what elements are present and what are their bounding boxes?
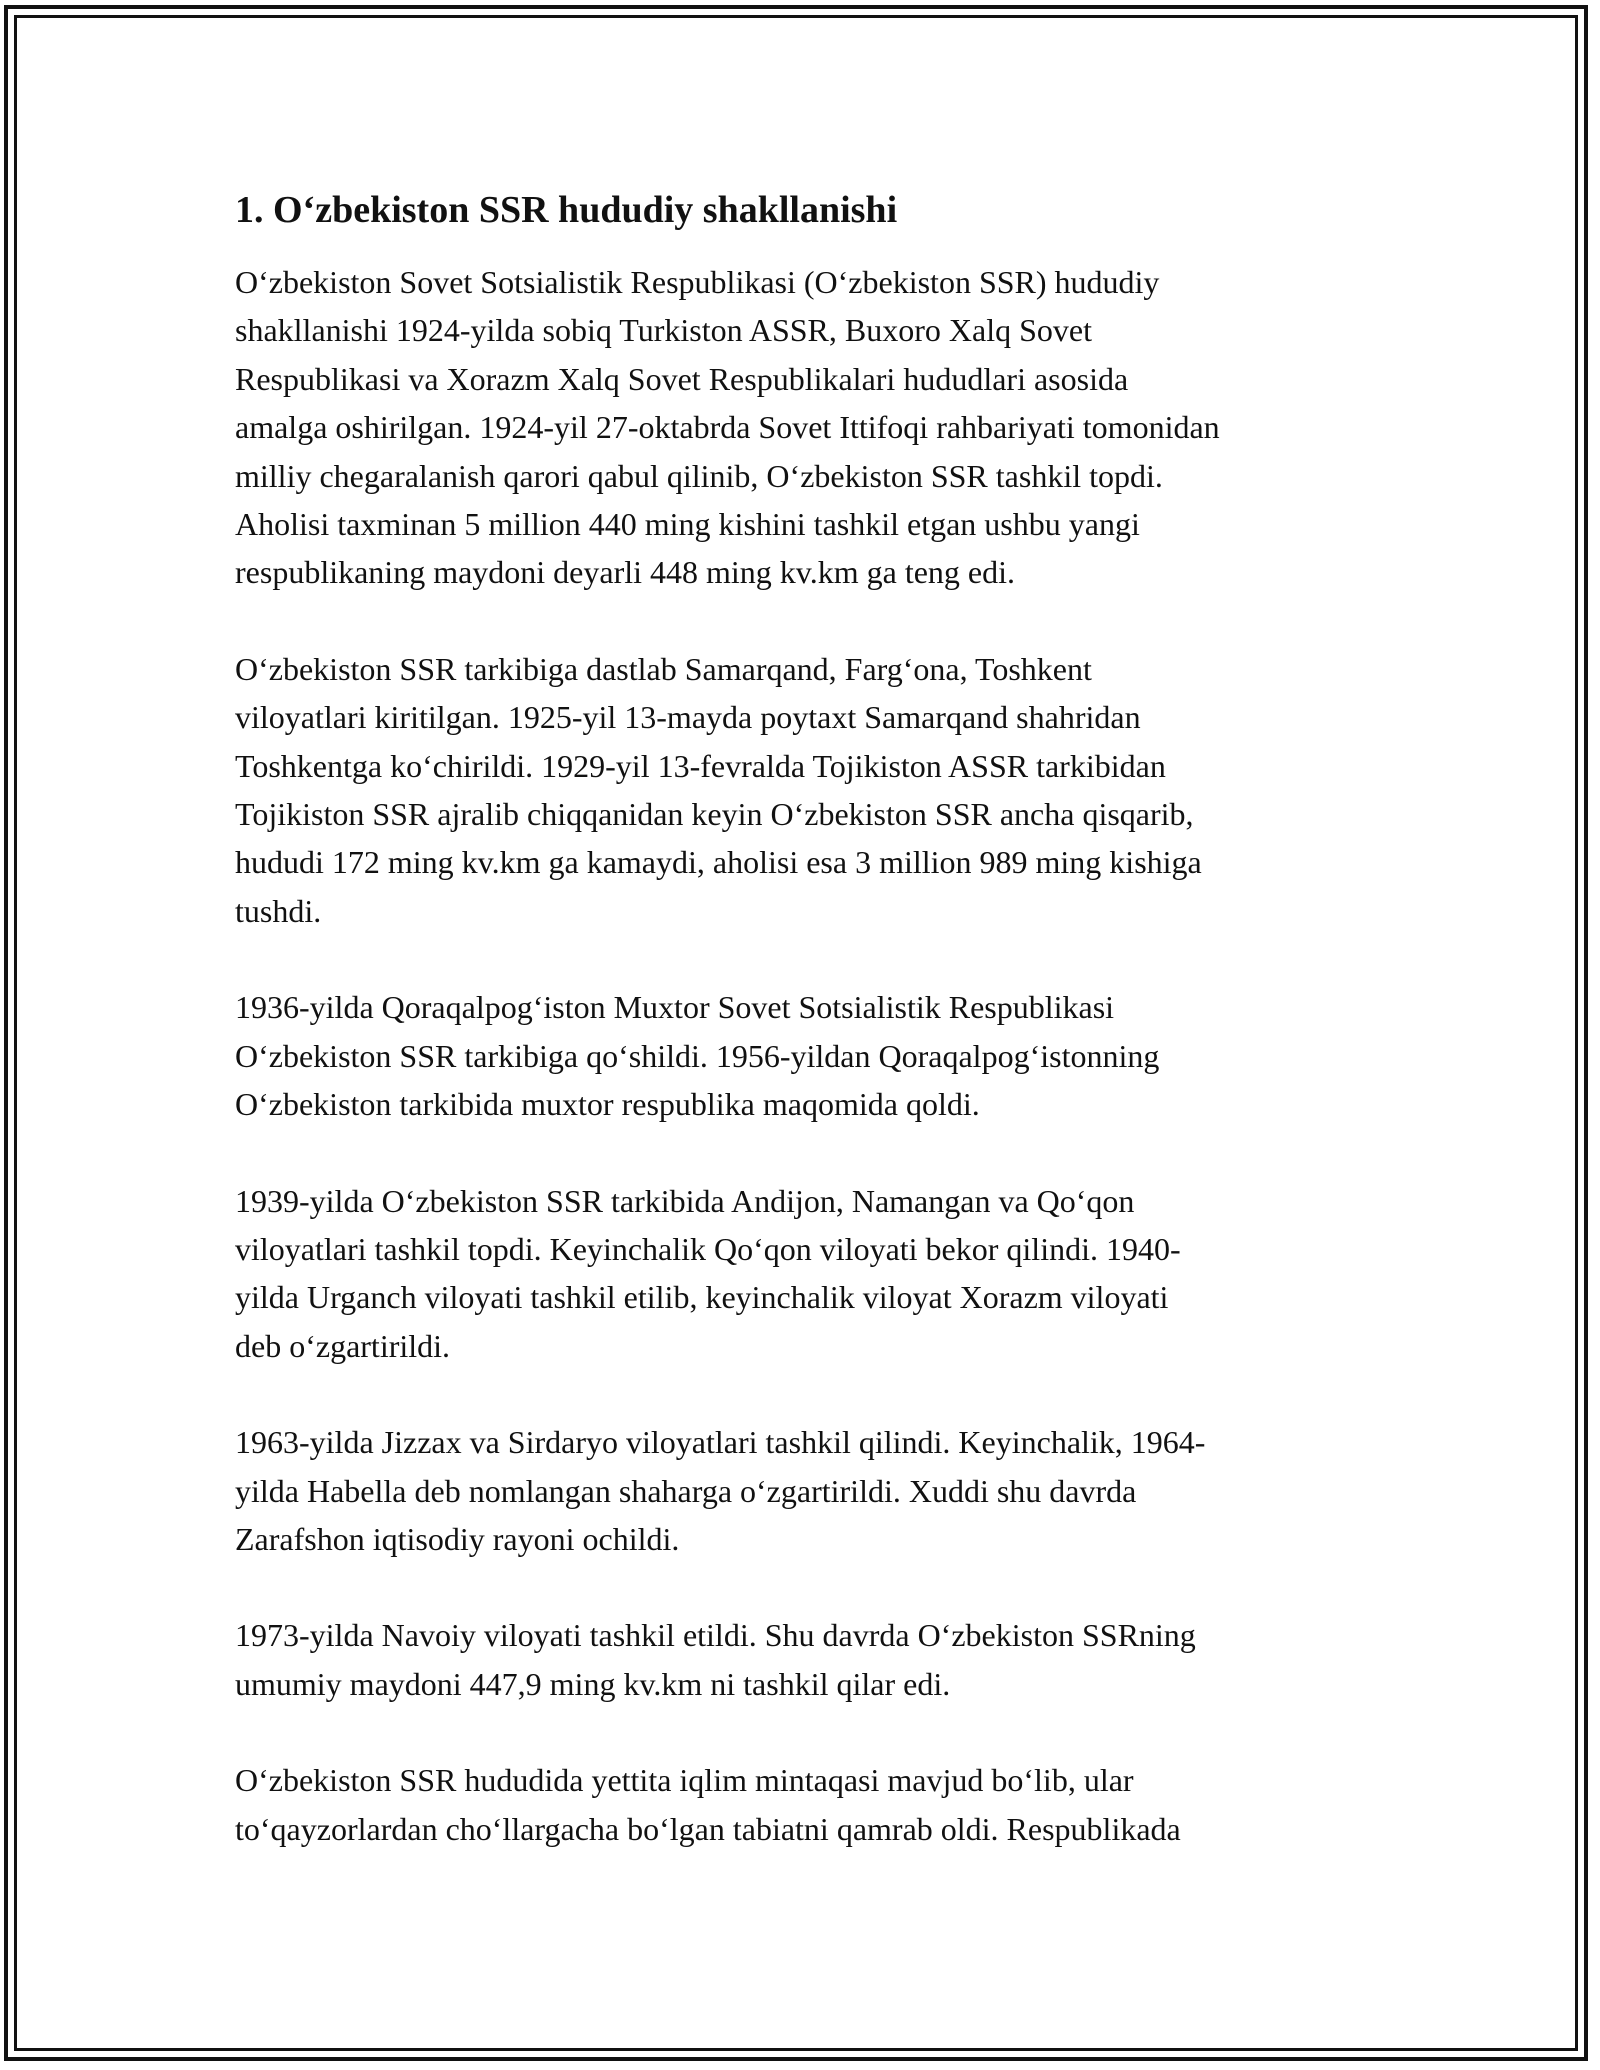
text-line: O‘zbekiston SSR tarkibiga qo‘shildi. 1956-yildan Qoraqalpog‘istonning [235, 1037, 1160, 1074]
paragraph-6 [235, 1611, 1385, 1708]
paragraph-7 [235, 1756, 1385, 1853]
paragraph-4 [235, 1177, 1385, 1371]
text-line: deb o‘zgartirildi. [235, 1327, 451, 1364]
section-heading: 1. O‘zbekiston SSR hududiy shakllanishi [235, 189, 898, 231]
paragraph-1 [235, 258, 1385, 597]
text-line: O‘zbekiston SSR hududida yettita iqlim mintaqasi mavjud bo‘lib, ular [235, 1762, 1134, 1799]
text-line: Tojikiston SSR ajralib chiqqanidan keyin O‘zbekiston SSR ancha qisqarib, [235, 796, 1194, 833]
text-line: yilda Habella deb nomlangan shaharga o‘zgartirildi. Xuddi shu davrda [235, 1472, 1137, 1509]
text-line: O‘zbekiston Sovet Sotsialistik Respublikasi (O‘zbekiston SSR) hududiy [235, 264, 1160, 300]
text-line: O‘zbekiston tarkibida muxtor respublika maqomida qoldi. [235, 1086, 980, 1123]
text-line: Toshkentga ko‘chirildi. 1929-yil 13-fevralda Tojikiston ASSR tarkibidan [235, 747, 1166, 784]
text-line: yilda Urganch viloyati tashkil etilib, keyinchalik viloyat Xorazm viloyati [235, 1279, 1169, 1316]
text-line: viloyatlari kiritilgan. 1925-yil 13-mayda poytaxt Samarqand shahridan [235, 699, 1141, 736]
text-line: 1939-yilda O‘zbekiston SSR tarkibida Andijon, Namangan va Qo‘qon [235, 1182, 1135, 1219]
text-line: tushdi. [235, 892, 322, 929]
text-line: viloyatlari tashkil topdi. Keyinchalik Qo‘qon viloyati bekor qilindi. 1940- [235, 1230, 1181, 1267]
paragraph-5 [235, 1418, 1385, 1563]
paragraph-3 [235, 983, 1385, 1128]
text-line: amalga oshirilgan. 1924-yil 27-oktabrda Sovet Ittifoqi rahbariyati tomonidan [235, 409, 1220, 446]
text-line: umumiy maydoni 447,9 ming kv.km ni tashkil qilar edi. [235, 1665, 951, 1702]
text-line: 1963-yilda Jizzax va Sirdaryo viloyatlari tashkil qilindi. Keyinchalik, 1964- [235, 1424, 1206, 1461]
paragraph-2 [235, 645, 1385, 935]
text-line: hududi 172 ming kv.km ga kamaydi, aholisi esa 3 million 989 ming kishiga [235, 844, 1202, 881]
text-line: O‘zbekiston SSR tarkibiga dastlab Samarqand, Farg‘ona, Toshkent [235, 650, 1092, 687]
text-line: 1936-yilda Qoraqalpog‘iston Muxtor Sovet Sotsialistik Respublikasi [235, 989, 1115, 1026]
text-line: respublikaning maydoni deyarli 448 ming kv.km ga teng edi. [235, 554, 1015, 591]
text-line: to‘qayzorlardan cho‘llargacha bo‘lgan tabiatni qamrab oldi. Respublikada [235, 1810, 1181, 1847]
text-line: shakllanishi 1924-yilda sobiq Turkiston ASSR, Buxoro Xalq Sovet [235, 312, 1092, 349]
text-line: Zarafshon iqtisodiy rayoni ochildi. [235, 1520, 680, 1557]
text-line: Aholisi taxminan 5 million 440 ming kishini tashkil etgan ushbu yangi [235, 506, 1140, 543]
document-body [235, 186, 1385, 1901]
text-line: 1973-yilda Navoiy viloyati tashkil etildi. Shu davrda O‘zbekiston SSRning [235, 1617, 1196, 1654]
text-line: Respublikasi va Xorazm Xalq Sovet Respublikalari hududlari asosida [235, 360, 1129, 397]
text-line: milliy chegaralanish qarori qabul qilinib, O‘zbekiston SSR tashkil topdi. [235, 457, 1163, 494]
